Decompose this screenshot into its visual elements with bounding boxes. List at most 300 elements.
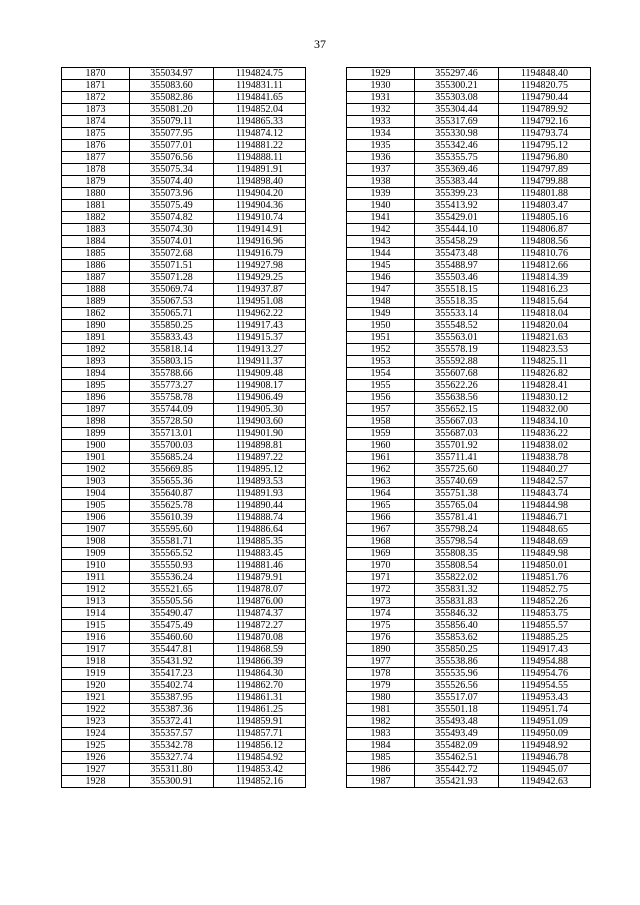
x-coordinate-cell: 355833.43 bbox=[130, 332, 214, 344]
point-number-cell: 1966 bbox=[347, 512, 415, 524]
point-number-cell: 1953 bbox=[347, 356, 415, 368]
point-number-cell: 1912 bbox=[62, 584, 130, 596]
y-coordinate-cell: 1194866.39 bbox=[214, 656, 306, 668]
table-row bbox=[62, 704, 306, 716]
y-coordinate-cell: 1194874.37 bbox=[214, 608, 306, 620]
point-number-cell: 1885 bbox=[62, 248, 130, 260]
y-coordinate-cell: 1194852.16 bbox=[214, 776, 306, 788]
point-number-cell: 1936 bbox=[347, 152, 415, 164]
point-number-cell: 1932 bbox=[347, 104, 415, 116]
x-coordinate-cell: 355638.56 bbox=[415, 392, 499, 404]
point-number-cell: 1903 bbox=[62, 476, 130, 488]
table-row bbox=[347, 476, 591, 488]
point-number-cell: 1876 bbox=[62, 140, 130, 152]
x-coordinate-cell: 355725.60 bbox=[415, 464, 499, 476]
y-coordinate-cell: 1194843.74 bbox=[499, 488, 591, 500]
y-coordinate-cell: 1194908.17 bbox=[214, 380, 306, 392]
point-number-cell: 1970 bbox=[347, 560, 415, 572]
x-coordinate-cell: 355074.01 bbox=[130, 236, 214, 248]
x-coordinate-cell: 355311.80 bbox=[130, 764, 214, 776]
point-number-cell: 1881 bbox=[62, 200, 130, 212]
table-row bbox=[347, 416, 591, 428]
x-coordinate-cell: 355431.92 bbox=[130, 656, 214, 668]
y-coordinate-cell: 1194888.11 bbox=[214, 152, 306, 164]
x-coordinate-cell: 355850.25 bbox=[415, 644, 499, 656]
y-coordinate-cell: 1194881.22 bbox=[214, 140, 306, 152]
y-coordinate-cell: 1194903.60 bbox=[214, 416, 306, 428]
x-coordinate-cell: 355447.81 bbox=[130, 644, 214, 656]
table-row bbox=[62, 500, 306, 512]
point-number-cell: 1980 bbox=[347, 692, 415, 704]
x-coordinate-cell: 355074.82 bbox=[130, 212, 214, 224]
y-coordinate-cell: 1194789.92 bbox=[499, 104, 591, 116]
y-coordinate-cell: 1194929.25 bbox=[214, 272, 306, 284]
x-coordinate-cell: 355538.86 bbox=[415, 656, 499, 668]
point-number-cell: 1975 bbox=[347, 620, 415, 632]
x-coordinate-cell: 355413.92 bbox=[415, 200, 499, 212]
y-coordinate-cell: 1194838.02 bbox=[499, 440, 591, 452]
x-coordinate-cell: 355488.97 bbox=[415, 260, 499, 272]
point-number-cell: 1894 bbox=[62, 368, 130, 380]
y-coordinate-cell: 1194948.92 bbox=[499, 740, 591, 752]
x-coordinate-cell: 355803.15 bbox=[130, 356, 214, 368]
table-row bbox=[62, 560, 306, 572]
y-coordinate-cell: 1194865.33 bbox=[214, 116, 306, 128]
y-coordinate-cell: 1194915.37 bbox=[214, 332, 306, 344]
point-number-cell: 1982 bbox=[347, 716, 415, 728]
y-coordinate-cell: 1194878.07 bbox=[214, 584, 306, 596]
point-number-cell: 1902 bbox=[62, 464, 130, 476]
table-row bbox=[62, 320, 306, 332]
table-row bbox=[62, 512, 306, 524]
y-coordinate-cell: 1194950.09 bbox=[499, 728, 591, 740]
table-row bbox=[62, 116, 306, 128]
point-number-cell: 1967 bbox=[347, 524, 415, 536]
x-coordinate-cell: 355517.07 bbox=[415, 692, 499, 704]
x-coordinate-cell: 355751.38 bbox=[415, 488, 499, 500]
point-number-cell: 1886 bbox=[62, 260, 130, 272]
x-coordinate-cell: 355548.52 bbox=[415, 320, 499, 332]
x-coordinate-cell: 355685.24 bbox=[130, 452, 214, 464]
y-coordinate-cell: 1194953.43 bbox=[499, 692, 591, 704]
table-row bbox=[62, 308, 306, 320]
point-number-cell: 1899 bbox=[62, 428, 130, 440]
table-row bbox=[62, 140, 306, 152]
y-coordinate-cell: 1194885.35 bbox=[214, 536, 306, 548]
table-row bbox=[62, 92, 306, 104]
table-row bbox=[347, 452, 591, 464]
x-coordinate-cell: 355831.83 bbox=[415, 596, 499, 608]
table-row bbox=[347, 572, 591, 584]
x-coordinate-cell: 355655.36 bbox=[130, 476, 214, 488]
point-number-cell: 1919 bbox=[62, 668, 130, 680]
point-number-cell: 1979 bbox=[347, 680, 415, 692]
y-coordinate-cell: 1194862.70 bbox=[214, 680, 306, 692]
x-coordinate-cell: 355701.92 bbox=[415, 440, 499, 452]
x-coordinate-cell: 355073.96 bbox=[130, 188, 214, 200]
y-coordinate-cell: 1194832.00 bbox=[499, 404, 591, 416]
point-number-cell: 1965 bbox=[347, 500, 415, 512]
table-row bbox=[62, 488, 306, 500]
x-coordinate-cell: 355429.01 bbox=[415, 212, 499, 224]
table-row bbox=[347, 320, 591, 332]
table-row bbox=[62, 248, 306, 260]
y-coordinate-cell: 1194852.75 bbox=[499, 584, 591, 596]
y-coordinate-cell: 1194854.92 bbox=[214, 752, 306, 764]
table-row bbox=[62, 212, 306, 224]
point-number-cell: 1981 bbox=[347, 704, 415, 716]
y-coordinate-cell: 1194891.91 bbox=[214, 164, 306, 176]
x-coordinate-cell: 355578.19 bbox=[415, 344, 499, 356]
point-number-cell: 1960 bbox=[347, 440, 415, 452]
table-row bbox=[62, 464, 306, 476]
table-row bbox=[347, 548, 591, 560]
x-coordinate-cell: 355072.68 bbox=[130, 248, 214, 260]
x-coordinate-cell: 355493.48 bbox=[415, 716, 499, 728]
y-coordinate-cell: 1194898.81 bbox=[214, 440, 306, 452]
table-row bbox=[347, 368, 591, 380]
table-row bbox=[62, 128, 306, 140]
point-number-cell: 1964 bbox=[347, 488, 415, 500]
point-number-cell: 1880 bbox=[62, 188, 130, 200]
point-number-cell: 1862 bbox=[62, 308, 130, 320]
y-coordinate-cell: 1194874.12 bbox=[214, 128, 306, 140]
y-coordinate-cell: 1194821.63 bbox=[499, 332, 591, 344]
table-row bbox=[347, 764, 591, 776]
point-number-cell: 1872 bbox=[62, 92, 130, 104]
y-coordinate-cell: 1194909.48 bbox=[214, 368, 306, 380]
point-number-cell: 1958 bbox=[347, 416, 415, 428]
table-row bbox=[347, 632, 591, 644]
y-coordinate-cell: 1194898.40 bbox=[214, 176, 306, 188]
point-number-cell: 1922 bbox=[62, 704, 130, 716]
x-coordinate-cell: 355034.97 bbox=[130, 68, 214, 80]
table-row bbox=[62, 608, 306, 620]
table-row bbox=[347, 488, 591, 500]
y-coordinate-cell: 1194886.64 bbox=[214, 524, 306, 536]
x-coordinate-cell: 355622.26 bbox=[415, 380, 499, 392]
table-row bbox=[62, 440, 306, 452]
table-row bbox=[62, 656, 306, 668]
point-number-cell: 1871 bbox=[62, 80, 130, 92]
table-row bbox=[62, 176, 306, 188]
y-coordinate-cell: 1194796.80 bbox=[499, 152, 591, 164]
point-number-cell: 1921 bbox=[62, 692, 130, 704]
table-row bbox=[62, 416, 306, 428]
point-number-cell: 1918 bbox=[62, 656, 130, 668]
x-coordinate-cell: 355592.88 bbox=[415, 356, 499, 368]
y-coordinate-cell: 1194946.78 bbox=[499, 752, 591, 764]
y-coordinate-cell: 1194945.07 bbox=[499, 764, 591, 776]
y-coordinate-cell: 1194870.08 bbox=[214, 632, 306, 644]
table-row bbox=[62, 764, 306, 776]
x-coordinate-cell: 355831.32 bbox=[415, 584, 499, 596]
y-coordinate-cell: 1194850.01 bbox=[499, 560, 591, 572]
y-coordinate-cell: 1194917.43 bbox=[499, 644, 591, 656]
y-coordinate-cell: 1194881.46 bbox=[214, 560, 306, 572]
point-number-cell: 1969 bbox=[347, 548, 415, 560]
y-coordinate-cell: 1194805.16 bbox=[499, 212, 591, 224]
x-coordinate-cell: 355303.08 bbox=[415, 92, 499, 104]
table-row bbox=[347, 404, 591, 416]
y-coordinate-cell: 1194848.40 bbox=[499, 68, 591, 80]
x-coordinate-cell: 355330.98 bbox=[415, 128, 499, 140]
x-coordinate-cell: 355518.15 bbox=[415, 284, 499, 296]
y-coordinate-cell: 1194830.12 bbox=[499, 392, 591, 404]
table-row bbox=[62, 548, 306, 560]
y-coordinate-cell: 1194914.91 bbox=[214, 224, 306, 236]
table-row bbox=[62, 368, 306, 380]
table-row bbox=[62, 728, 306, 740]
table-row bbox=[347, 236, 591, 248]
x-coordinate-cell: 355460.60 bbox=[130, 632, 214, 644]
y-coordinate-cell: 1194954.55 bbox=[499, 680, 591, 692]
y-coordinate-cell: 1194868.59 bbox=[214, 644, 306, 656]
point-number-cell: 1895 bbox=[62, 380, 130, 392]
point-number-cell: 1940 bbox=[347, 200, 415, 212]
x-coordinate-cell: 355740.69 bbox=[415, 476, 499, 488]
table-row bbox=[62, 536, 306, 548]
point-number-cell: 1911 bbox=[62, 572, 130, 584]
y-coordinate-cell: 1194808.56 bbox=[499, 236, 591, 248]
y-coordinate-cell: 1194849.98 bbox=[499, 548, 591, 560]
table-row bbox=[62, 752, 306, 764]
x-coordinate-cell: 355526.56 bbox=[415, 680, 499, 692]
x-coordinate-cell: 355383.44 bbox=[415, 176, 499, 188]
x-coordinate-cell: 355458.29 bbox=[415, 236, 499, 248]
point-number-cell: 1878 bbox=[62, 164, 130, 176]
point-number-cell: 1909 bbox=[62, 548, 130, 560]
x-coordinate-cell: 355687.03 bbox=[415, 428, 499, 440]
point-number-cell: 1947 bbox=[347, 284, 415, 296]
x-coordinate-cell: 355071.51 bbox=[130, 260, 214, 272]
table-row bbox=[62, 476, 306, 488]
x-coordinate-cell: 355850.25 bbox=[130, 320, 214, 332]
x-coordinate-cell: 355550.93 bbox=[130, 560, 214, 572]
table-row bbox=[347, 656, 591, 668]
y-coordinate-cell: 1194906.49 bbox=[214, 392, 306, 404]
table-row bbox=[62, 428, 306, 440]
table-row bbox=[347, 272, 591, 284]
x-coordinate-cell: 355071.28 bbox=[130, 272, 214, 284]
y-coordinate-cell: 1194942.63 bbox=[499, 776, 591, 788]
y-coordinate-cell: 1194885.25 bbox=[499, 632, 591, 644]
y-coordinate-cell: 1194937.87 bbox=[214, 284, 306, 296]
point-number-cell: 1910 bbox=[62, 560, 130, 572]
point-number-cell: 1870 bbox=[62, 68, 130, 80]
y-coordinate-cell: 1194904.20 bbox=[214, 188, 306, 200]
point-number-cell: 1954 bbox=[347, 368, 415, 380]
table-row bbox=[62, 200, 306, 212]
table-row bbox=[62, 152, 306, 164]
y-coordinate-cell: 1194861.25 bbox=[214, 704, 306, 716]
point-number-cell: 1938 bbox=[347, 176, 415, 188]
point-number-cell: 1943 bbox=[347, 236, 415, 248]
y-coordinate-cell: 1194820.04 bbox=[499, 320, 591, 332]
table-row bbox=[347, 536, 591, 548]
y-coordinate-cell: 1194901.90 bbox=[214, 428, 306, 440]
table-row bbox=[347, 560, 591, 572]
x-coordinate-cell: 355077.01 bbox=[130, 140, 214, 152]
table-row bbox=[62, 632, 306, 644]
y-coordinate-cell: 1194911.37 bbox=[214, 356, 306, 368]
y-coordinate-cell: 1194820.75 bbox=[499, 80, 591, 92]
table-row bbox=[347, 152, 591, 164]
table-row bbox=[347, 104, 591, 116]
point-number-cell: 1916 bbox=[62, 632, 130, 644]
y-coordinate-cell: 1194856.12 bbox=[214, 740, 306, 752]
table-row bbox=[347, 284, 591, 296]
x-coordinate-cell: 355846.32 bbox=[415, 608, 499, 620]
table-row bbox=[62, 644, 306, 656]
y-coordinate-cell: 1194795.12 bbox=[499, 140, 591, 152]
point-number-cell: 1917 bbox=[62, 644, 130, 656]
point-number-cell: 1901 bbox=[62, 452, 130, 464]
table-row bbox=[347, 140, 591, 152]
table-row bbox=[62, 404, 306, 416]
x-coordinate-cell: 355505.56 bbox=[130, 596, 214, 608]
x-coordinate-cell: 355304.44 bbox=[415, 104, 499, 116]
point-number-cell: 1896 bbox=[62, 392, 130, 404]
y-coordinate-cell: 1194904.36 bbox=[214, 200, 306, 212]
point-number-cell: 1976 bbox=[347, 632, 415, 644]
point-number-cell: 1950 bbox=[347, 320, 415, 332]
x-coordinate-cell: 355297.46 bbox=[415, 68, 499, 80]
y-coordinate-cell: 1194927.98 bbox=[214, 260, 306, 272]
table-row bbox=[62, 332, 306, 344]
point-number-cell: 1939 bbox=[347, 188, 415, 200]
y-coordinate-cell: 1194812.66 bbox=[499, 260, 591, 272]
point-number-cell: 1935 bbox=[347, 140, 415, 152]
table-row bbox=[62, 356, 306, 368]
table-row bbox=[347, 308, 591, 320]
y-coordinate-cell: 1194891.93 bbox=[214, 488, 306, 500]
point-number-cell: 1928 bbox=[62, 776, 130, 788]
coordinates-table-right bbox=[346, 67, 591, 788]
y-coordinate-cell: 1194842.57 bbox=[499, 476, 591, 488]
point-number-cell: 1893 bbox=[62, 356, 130, 368]
table-row bbox=[62, 596, 306, 608]
x-coordinate-cell: 355501.18 bbox=[415, 704, 499, 716]
point-number-cell: 1923 bbox=[62, 716, 130, 728]
point-number-cell: 1930 bbox=[347, 80, 415, 92]
table-row bbox=[62, 716, 306, 728]
table-row bbox=[347, 680, 591, 692]
table-row bbox=[62, 524, 306, 536]
y-coordinate-cell: 1194916.79 bbox=[214, 248, 306, 260]
x-coordinate-cell: 355713.01 bbox=[130, 428, 214, 440]
y-coordinate-cell: 1194814.39 bbox=[499, 272, 591, 284]
x-coordinate-cell: 355327.74 bbox=[130, 752, 214, 764]
coordinates-table-left bbox=[61, 67, 306, 788]
x-coordinate-cell: 355808.35 bbox=[415, 548, 499, 560]
x-coordinate-cell: 355399.23 bbox=[415, 188, 499, 200]
x-coordinate-cell: 355536.24 bbox=[130, 572, 214, 584]
point-number-cell: 1892 bbox=[62, 344, 130, 356]
table-row bbox=[62, 680, 306, 692]
point-number-cell: 1887 bbox=[62, 272, 130, 284]
y-coordinate-cell: 1194790.44 bbox=[499, 92, 591, 104]
table-row bbox=[347, 260, 591, 272]
x-coordinate-cell: 355581.71 bbox=[130, 536, 214, 548]
x-coordinate-cell: 355317.69 bbox=[415, 116, 499, 128]
y-coordinate-cell: 1194792.16 bbox=[499, 116, 591, 128]
table-row bbox=[347, 716, 591, 728]
y-coordinate-cell: 1194883.45 bbox=[214, 548, 306, 560]
x-coordinate-cell: 355355.75 bbox=[415, 152, 499, 164]
point-number-cell: 1986 bbox=[347, 764, 415, 776]
y-coordinate-cell: 1194852.04 bbox=[214, 104, 306, 116]
y-coordinate-cell: 1194859.91 bbox=[214, 716, 306, 728]
point-number-cell: 1941 bbox=[347, 212, 415, 224]
point-number-cell: 1951 bbox=[347, 332, 415, 344]
x-coordinate-cell: 355473.48 bbox=[415, 248, 499, 260]
x-coordinate-cell: 355369.46 bbox=[415, 164, 499, 176]
table-row bbox=[347, 728, 591, 740]
y-coordinate-cell: 1194879.91 bbox=[214, 572, 306, 584]
point-number-cell: 1890 bbox=[62, 320, 130, 332]
table-row bbox=[347, 464, 591, 476]
x-coordinate-cell: 355652.15 bbox=[415, 404, 499, 416]
table-row bbox=[62, 572, 306, 584]
point-number-cell: 1929 bbox=[347, 68, 415, 80]
y-coordinate-cell: 1194793.74 bbox=[499, 128, 591, 140]
table-row bbox=[62, 272, 306, 284]
table-row bbox=[347, 440, 591, 452]
point-number-cell: 1889 bbox=[62, 296, 130, 308]
point-number-cell: 1971 bbox=[347, 572, 415, 584]
point-number-cell: 1908 bbox=[62, 536, 130, 548]
y-coordinate-cell: 1194864.30 bbox=[214, 668, 306, 680]
x-coordinate-cell: 355069.74 bbox=[130, 284, 214, 296]
table-row bbox=[347, 500, 591, 512]
x-coordinate-cell: 355818.14 bbox=[130, 344, 214, 356]
x-coordinate-cell: 355417.23 bbox=[130, 668, 214, 680]
x-coordinate-cell: 355342.78 bbox=[130, 740, 214, 752]
x-coordinate-cell: 355482.09 bbox=[415, 740, 499, 752]
x-coordinate-cell: 355421.93 bbox=[415, 776, 499, 788]
y-coordinate-cell: 1194851.76 bbox=[499, 572, 591, 584]
y-coordinate-cell: 1194852.26 bbox=[499, 596, 591, 608]
x-coordinate-cell: 355082.86 bbox=[130, 92, 214, 104]
table-row bbox=[347, 704, 591, 716]
point-number-cell: 1884 bbox=[62, 236, 130, 248]
x-coordinate-cell: 355758.78 bbox=[130, 392, 214, 404]
table-row bbox=[347, 332, 591, 344]
x-coordinate-cell: 355065.71 bbox=[130, 308, 214, 320]
table-row bbox=[347, 776, 591, 788]
point-number-cell: 1974 bbox=[347, 608, 415, 620]
x-coordinate-cell: 355565.52 bbox=[130, 548, 214, 560]
table-row bbox=[347, 164, 591, 176]
x-coordinate-cell: 355535.96 bbox=[415, 668, 499, 680]
table-row bbox=[347, 428, 591, 440]
point-number-cell: 1934 bbox=[347, 128, 415, 140]
y-coordinate-cell: 1194853.42 bbox=[214, 764, 306, 776]
point-number-cell: 1915 bbox=[62, 620, 130, 632]
y-coordinate-cell: 1194951.09 bbox=[499, 716, 591, 728]
y-coordinate-cell: 1194797.89 bbox=[499, 164, 591, 176]
table-row bbox=[347, 668, 591, 680]
y-coordinate-cell: 1194841.65 bbox=[214, 92, 306, 104]
point-number-cell: 1983 bbox=[347, 728, 415, 740]
x-coordinate-cell: 355595.60 bbox=[130, 524, 214, 536]
y-coordinate-cell: 1194913.27 bbox=[214, 344, 306, 356]
y-coordinate-cell: 1194803.47 bbox=[499, 200, 591, 212]
point-number-cell: 1961 bbox=[347, 452, 415, 464]
point-number-cell: 1985 bbox=[347, 752, 415, 764]
point-number-cell: 1944 bbox=[347, 248, 415, 260]
